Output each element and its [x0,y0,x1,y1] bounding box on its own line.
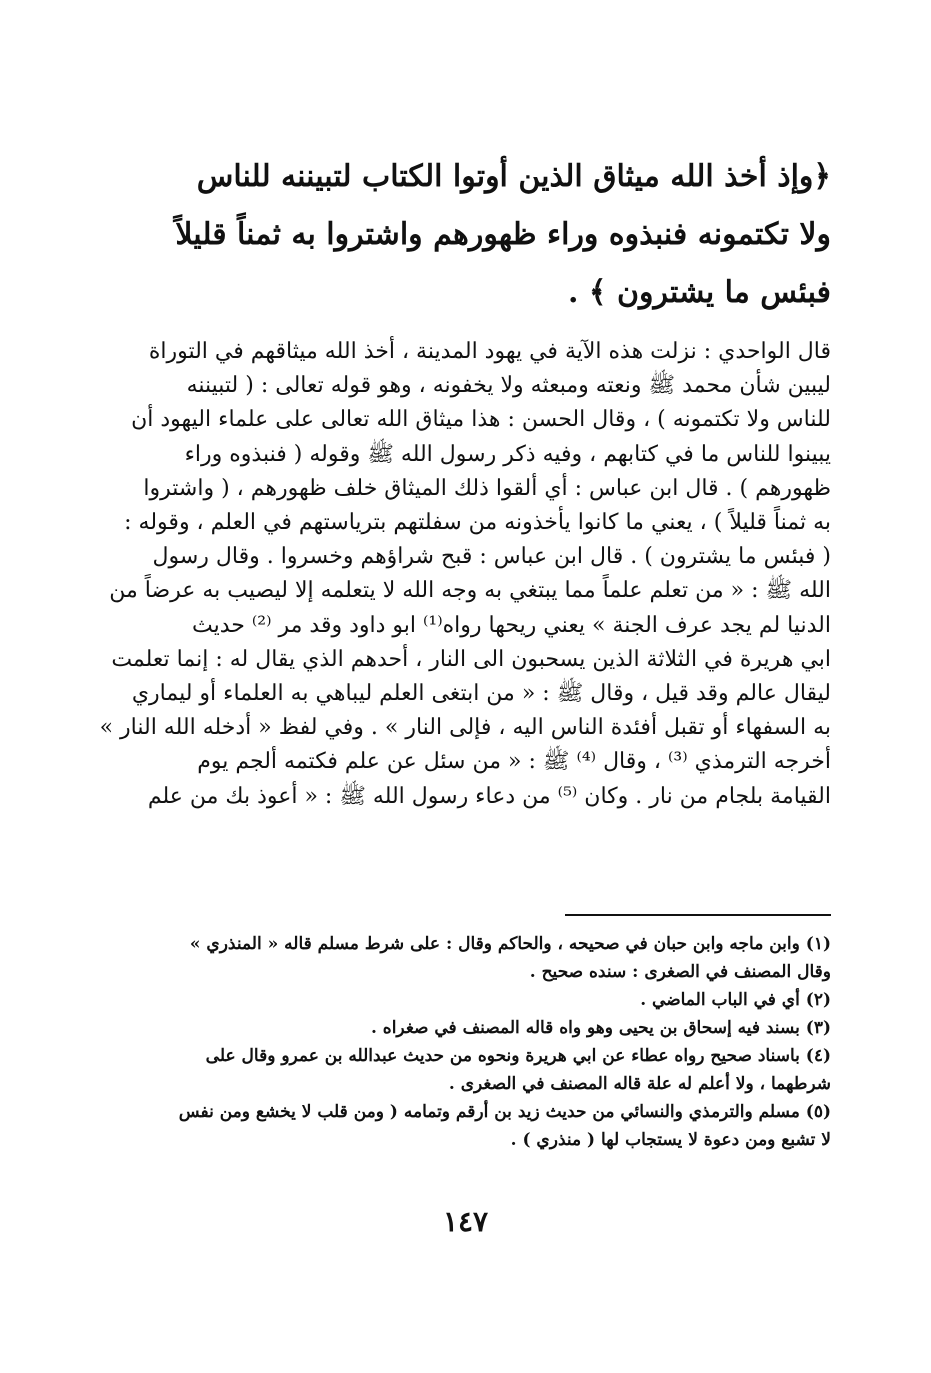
body-line: الدنيا لم يجد عرف الجنة » يعني ريحها رواه⁽¹⁾ ابو داود وقد مر ⁽²⁾ حديث [191,612,831,638]
body-line: ظهورهم ) . قال ابن عباس : أي ألقوا ذلك الميثاق خلف ظهورهم ، ( واشتروا [143,475,831,501]
footnote-line: وقال المصنف في الصغرى : سنده صحيح . [529,962,831,982]
body-line: قال الواحدي : نزلت هذه الآية في يهود المدينة ، أخذ الله ميثاقهم في التوراة [148,339,831,364]
footnote-line: شرطهما ، ولا أعلم له علة قاله المصنف في الصغرى . [448,1074,831,1094]
body-line: الله ﷺ : « من تعلم علماً مما يبتغي به وجه الله لا يتعلمه إلا ليصيب به عرضاً من [109,578,831,604]
body-line: للناس ولا تكتمونه ) ، وقال الحسن : هذا ميثاق الله تعالى على علماء اليهود أن [131,407,831,433]
body-line: به ثمناً قليلاً ) ، يعني ما كانوا يأخذونه من سفلتهم بترياستهم في العلم ، وقوله : [124,510,831,536]
footnotes [91,930,831,1154]
body-line: يبينوا للناس ما في كتابهم ، وفيه ذكر رسول الله ﷺ وقوله ( فنبذوه وراء [184,441,831,467]
footnote-line: لا تشبع ومن دعوة لا يستجاب لها ( منذري ) . [510,1130,831,1150]
footnote-line: (٥) مسلم والترمذي والنسائي من حديث زيد بن أرقم وتمامه ( ومن قلب لا يخشع ومن نفس [178,1102,831,1122]
quran-verse [91,148,831,322]
verse-line: ولا تكتمونه فنبذوه وراء ظهورهم واشتروا به ثمناً قليلاً [175,217,831,252]
body-line: به السفهاء أو تقبل أفئدة الناس اليه ، فإلى النار » . وفي لفظ « أدخله الله النار » [99,715,831,741]
verse-line: ﴿وإذ أخذ الله ميثاق الذين أوتوا الكتاب لتبيننه للناس [196,159,831,194]
body-line: ابي هريرة في الثلاثة الذين يسحبون الى النار ، أحدهم الذي يقال له : إنما تعلمت [111,646,831,672]
body-line: أخرجه الترمذي ⁽³⁾ ، وقال ⁽⁴⁾ ﷺ : « من سئل عن علم فكتمه ألجم يوم [197,749,831,775]
verse-line: فبئس ما يشترون ﴾ . [568,275,831,310]
body-line: ليبين شأن محمد ﷺ ونعته ومبعثه ولا يخفونه ، وهو قوله تعالى : ( لتبيننه [186,373,831,399]
footnote-line: (٣) بسند فيه إسحاق بن يحيى وهو واه قاله المصنف في صغراه . [370,1018,831,1038]
body-line: ليقال عالم وقد قيل ، وقال ﷺ : « من ابتغى العلم ليباهي به العلماء أو ليماري [131,681,831,707]
footnote-line: (١) وابن ماجه وابن حبان في صحيحه ، والحاكم وقال : على شرط مسلم قاله « المنذري » [189,934,831,954]
body-line: ( فبئس ما يشترون ) . قال ابن عباس : قبح شراؤهم وخسروا . وقال رسول [152,544,831,570]
footnote-divider [565,914,831,916]
body-line: القيامة بلجام من نار . وكان ⁽⁵⁾ من دعاء رسول الله ﷺ : « أعوذ بك من علم [147,783,831,809]
footnote-line: (٤) باسناد صحيح رواه عطاء عن ابي هريرة ونحوه من حديث عبدالله بن عمرو وقال على [205,1046,831,1066]
page-number: ١٤٧ [442,1205,489,1238]
footnote-line: (٢) أي في الباب الماضي . [640,990,831,1010]
commentary-text [91,335,831,814]
